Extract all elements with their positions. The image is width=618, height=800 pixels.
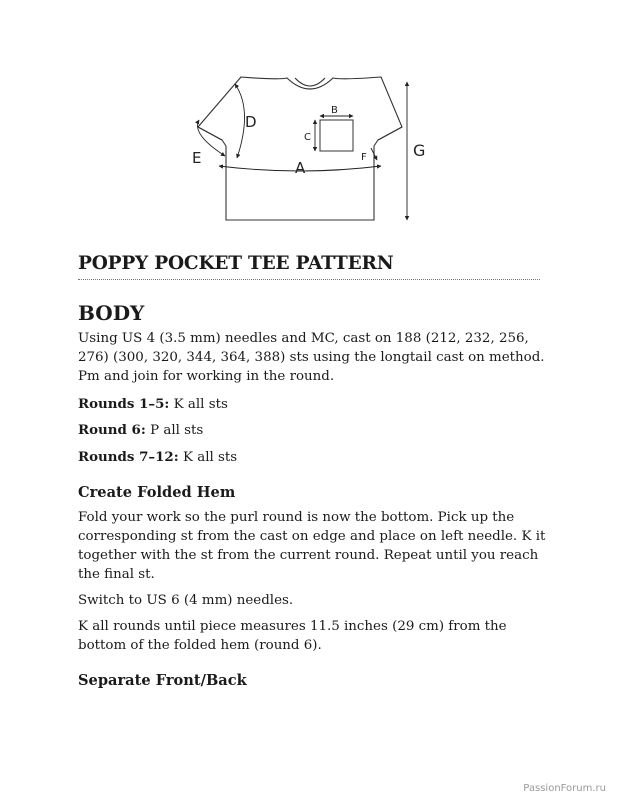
- measure-d-arrow: [235, 84, 245, 158]
- rounds-1-5-text: K all sts: [169, 397, 228, 412]
- left-sleeve-cuff: [198, 127, 222, 140]
- round-6-label: Round 6:: [78, 422, 146, 438]
- pattern-title: POPPY POCKET TEE PATTERN: [78, 252, 540, 280]
- round-6-text: P all sts: [145, 423, 204, 438]
- switch-needles-paragraph: Switch to US 6 (4 mm) needles.: [78, 593, 294, 608]
- rounds-7-12: [78, 448, 548, 467]
- rounds-7-12-text: K all sts: [178, 450, 238, 465]
- label-e: E: [192, 149, 202, 167]
- neckline: [295, 78, 325, 86]
- rounds-7-12-label: Rounds 7–12:: [78, 449, 179, 465]
- folded-hem-paragraph: Fold your work so the purl round is now the bottom. Pick up the corresponding st from the cast on edge and place on left needle. K it together with the st from the current round. Repeat until you reach the final st.: [78, 510, 546, 582]
- label-b: B: [331, 105, 338, 116]
- cast-on-paragraph: Using US 4 (3.5 mm) needles and MC, cast on 188 (212, 232, 256, 276) (300, 320, 344, 364, 388) sts using the longtail cast on method. Pm and join for working in the round.: [78, 331, 545, 384]
- right-sleeve-cuff: [378, 127, 402, 140]
- rounds-1-5: [78, 395, 548, 414]
- knit-rounds-paragraph: K all rounds until piece measures 11.5 inches (29 cm) from the bottom of the folded hem (round 6).: [78, 619, 507, 653]
- watermark: PassionForum.ru: [523, 783, 606, 794]
- label-f: F: [361, 152, 367, 163]
- rounds-1-5-label: Rounds 1–5:: [78, 396, 170, 412]
- round-6: [78, 421, 548, 440]
- measure-e-arrow: [197, 120, 225, 156]
- pocket-outline: [320, 120, 353, 151]
- label-d: D: [245, 113, 257, 131]
- label-c: C: [304, 132, 311, 143]
- separate-front-back-heading: Separate Front/Back: [78, 672, 247, 689]
- folded-hem-heading: Create Folded Hem: [78, 484, 236, 501]
- label-a: A: [295, 159, 306, 177]
- section-heading-body: BODY: [78, 301, 145, 325]
- tee-schematic-diagram: [185, 70, 445, 230]
- label-g: G: [413, 141, 426, 160]
